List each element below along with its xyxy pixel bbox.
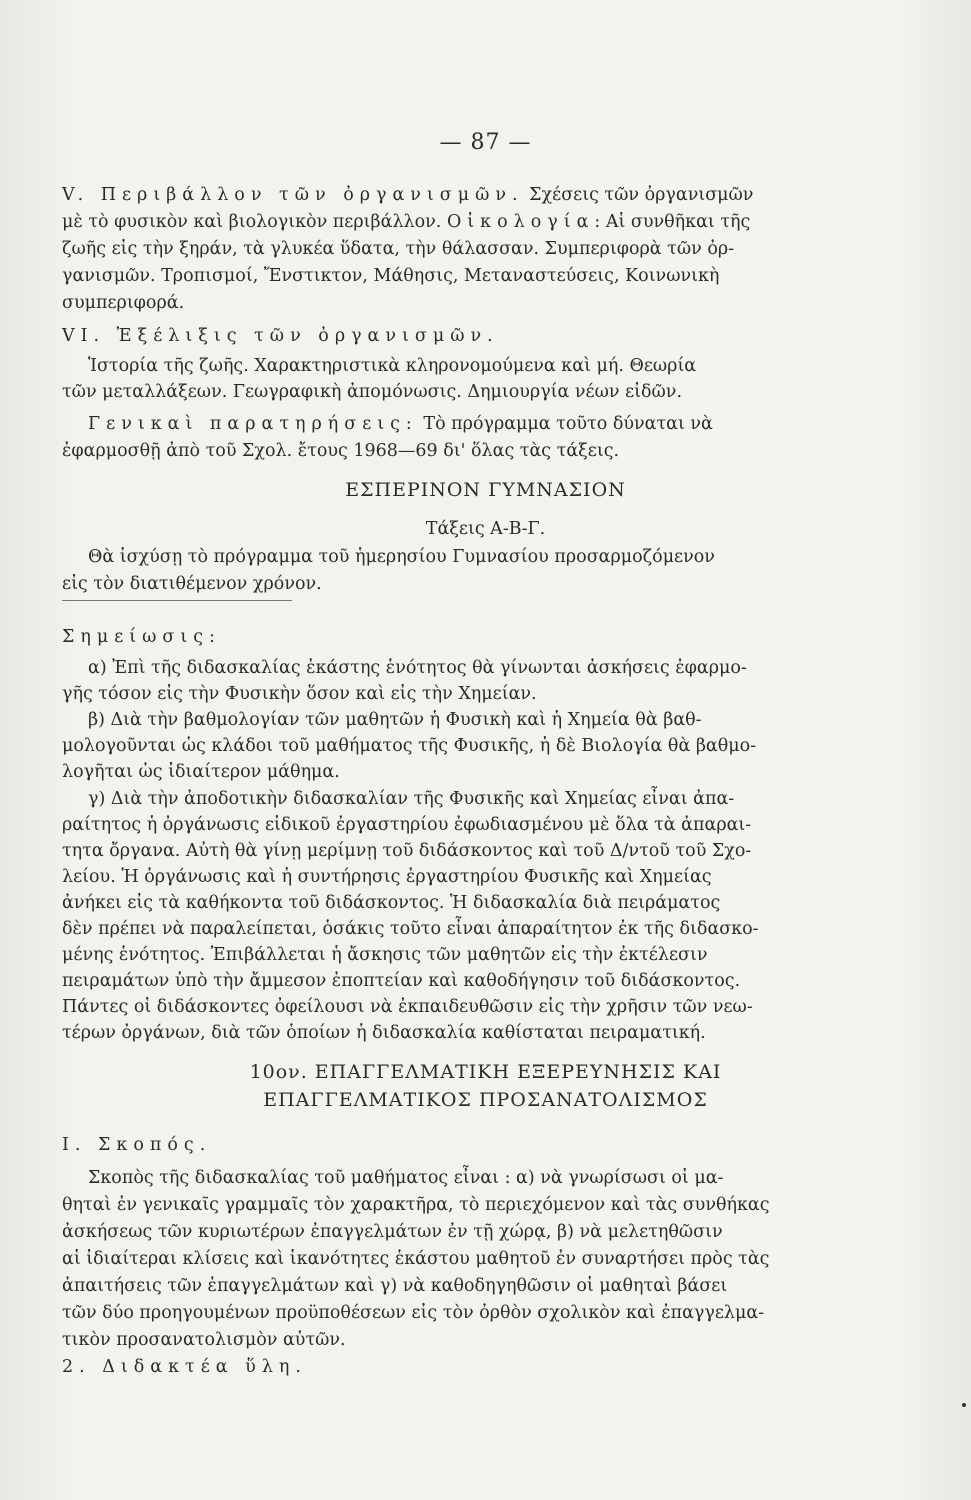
notes-line: λογῆται ὡς ἰδιαίτερον μάθημα. [62, 762, 340, 782]
general-remarks-line-1: Γενικαὶ παρατηρήσεις: Τὸ πρόγραμμα τοῦτο δύναται νὰ [88, 414, 713, 434]
material-heading: 2. Διδακτέα ὕλη. [62, 1357, 307, 1377]
general-remarks-line-2: ἐφαρμοσθῇ ἀπὸ τοῦ Σχολ. ἔτους 1968—69 δι' ὅλας τὰς τάξεις. [62, 441, 620, 461]
notes-line: β) Διὰ τὴν βαθμολογίαν τῶν μαθητῶν ἡ Φυσικὴ καὶ ἡ Χημεία θὰ βαθ- [88, 710, 702, 730]
purpose-line: αἱ ἰδιαίτεραι κλίσεις καὶ ἱκανότητες ἑκάστου μαθητοῦ ἐν συναρτήσει πρὸς τὰς [62, 1249, 770, 1269]
evening-gymnasium-line-2: εἰς τὸν διατιθέμενον χρόνον. [62, 574, 322, 594]
notes-line: δὲν πρέπει νὰ παραλείπεται, ὁσάκις τοῦτο εἶναι ἀπαραίτητον ἐκ τῆς διδασκο- [62, 919, 759, 939]
notes-line: τητα ὄργανα. Αὐτὴ θὰ γίνῃ μερίμνῃ τοῦ διδάσκοντος καὶ τοῦ Δ/ντοῦ τοῦ Σχο- [62, 841, 752, 861]
notes-line: α) Ἐπὶ τῆς διδασκαλίας ἑκάστης ἑνότητος θὰ γίνωνται ἀσκήσεις ἐφαρμο- [88, 658, 747, 678]
chapter-10-title-line-1: 10ον. ΕΠΑΓΓΕΛΜΑΤΙΚΗ ΕΞΕΡΕΥΝΗΣΙΣ ΚΑΙ [249, 1061, 722, 1083]
purpose-line: ἀπαιτήσεις τῶν ἐπαγγελμάτων καὶ γ) νὰ καθοδηγηθῶσιν οἱ μαθηταὶ βάσει [62, 1276, 728, 1296]
section-vi-heading: VI. Ἐξέλιξις τῶν ὀργανισμῶν. [62, 326, 499, 346]
purpose-line: τῶν δύο προηγουμένων προϋποθέσεων εἰς τὸν ὀρθὸν σχολικὸν καὶ ἐπαγγελμα- [62, 1303, 765, 1323]
section-v-heading: V. Περιβάλλον τῶν ὀργανισμῶν. [62, 185, 524, 205]
section-v-line-2: μὲ τὸ φυσικὸν καὶ βιολογικὸν περιβάλλον. Οἰκολογία: Αἱ συνθῆκαι τῆς [62, 212, 751, 232]
notes-heading: Σημείωσις: [62, 627, 221, 647]
purpose-line: ἀσκήσεως τῶν κυριωτέρων ἐπαγγελμάτων ἐν τῇ χώρᾳ, β) νὰ μελετηθῶσιν [62, 1222, 723, 1242]
ecology-term: Οἰκολογία [446, 212, 595, 232]
evening-gymnasium-line-1: Θὰ ἰσχύσῃ τὸ πρόγραμμα τοῦ ἡμερησίου Γυμνασίου προσαρμοζόμενον [88, 547, 715, 567]
notes-line: πειραμάτων ὑπὸ τὴν ἄμμεσον ἐποπτείαν καὶ καθοδήγησιν τοῦ διδάσκοντος. [62, 971, 741, 991]
notes-line: ἀνήκει εἰς τὰ καθήκοντα τοῦ διδάσκοντος. Ἡ διδασκαλία διὰ πειράματος [62, 893, 721, 913]
separator-rule [62, 600, 292, 601]
notes-line: μένης ἑνότητος. Ἐπιβάλλεται ἡ ἄσκησις τῶν μαθητῶν εἰς τὴν ἐκτέλεσιν [62, 945, 708, 965]
evening-gymnasium-classes: Τάξεις Α-Β-Γ. [425, 519, 546, 539]
page-number: — 87 — [439, 130, 532, 155]
purpose-line: Σκοπὸς τῆς διδασκαλίας τοῦ μαθήματος εἶναι : α) νὰ γνωρίσωσι οἱ μα- [88, 1168, 724, 1188]
notes-line: ραίτητος ἡ ὀργάνωσις εἰδικοῦ ἐργαστηρίου ἐφωδιασμένου μὲ ὅλα τὰ ἀπαραι- [62, 815, 752, 835]
purpose-line: τικὸν προσανατολισμὸν αὐτῶν. [62, 1330, 346, 1350]
notes-line: μολογοῦνται ὡς κλάδοι τοῦ μαθήματος τῆς Φυσικῆς, ἡ δὲ Βιολογία θὰ βαθμο- [62, 736, 757, 756]
section-v-line-3: ζωῆς εἰς τὴν ξηράν, τὰ γλυκέα ὕδατα, τὴν θάλασσαν. Συμπεριφορὰ τῶν ὀρ- [62, 239, 735, 259]
notes-line: τέρων ὀργάνων, διὰ τῶν ὁποίων ἡ διδασκαλία καθίσταται πειραματική. [62, 1023, 706, 1043]
section-vi-line-2: τῶν μεταλλάξεων. Γεωγραφικὴ ἀπομόνωσις. Δημιουργία νέων εἰδῶν. [62, 382, 683, 402]
general-remarks-label: Γενικαὶ παρατηρήσεις: [88, 414, 418, 434]
section-v-line-5: συμπεριφορά. [62, 293, 185, 313]
evening-gymnasium-title: ΕΣΠΕΡΙΝΟΝ ΓΥΜΝΑΣΙΟΝ [345, 479, 626, 501]
scan-speck [962, 1403, 966, 1407]
notes-line: Πάντες οἱ διδάσκοντες ὀφείλουσι νὰ ἐκπαιδευθῶσιν εἰς τὴν χρῆσιν τῶν νεω- [62, 997, 753, 1017]
notes-line: λείου. Ἡ ὀργάνωσις καὶ ἡ συντήρησις ἐργαστηρίου Φυσικῆς καὶ Χημείας [62, 867, 712, 887]
section-vi-line-1: Ἱστορία τῆς ζωῆς. Χαρακτηριστικὰ κληρονομούμενα καὶ μή. Θεωρία [88, 356, 697, 376]
notes-line: γ) Διὰ τὴν ἀποδοτικὴν διδασκαλίαν τῆς Φυσικῆς καὶ Χημείας εἶναι ἀπα- [88, 789, 735, 809]
chapter-10-title-line-2: ΕΠΑΓΓΕΛΜΑΤΙΚΟΣ ΠΡΟΣΑΝΑΤΟΛΙΣΜΟΣ [263, 1089, 708, 1111]
section-v-line-1-rest: Σχέσεις τῶν ὀργανισμῶν [523, 185, 754, 205]
notes-line: γῆς τόσον εἰς τὴν Φυσικὴν ὅσον καὶ εἰς τὴν Χημείαν. [62, 684, 537, 704]
section-v-line-4: γανισμῶν. Τροπισμοί, Ἔνστικτον, Μάθησις, Μεταναστεύσεις, Κοινωνικὴ [62, 266, 720, 286]
section-v-line-1 [62, 181, 912, 209]
purpose-line: θηταὶ ἐν γενικαῖς γραμμαῖς τὸν χαρακτῆρα, τὸ περιεχόμενον καὶ τὰς συνθήκας [62, 1195, 770, 1215]
purpose-heading: I. Σκοπός. [62, 1135, 212, 1155]
